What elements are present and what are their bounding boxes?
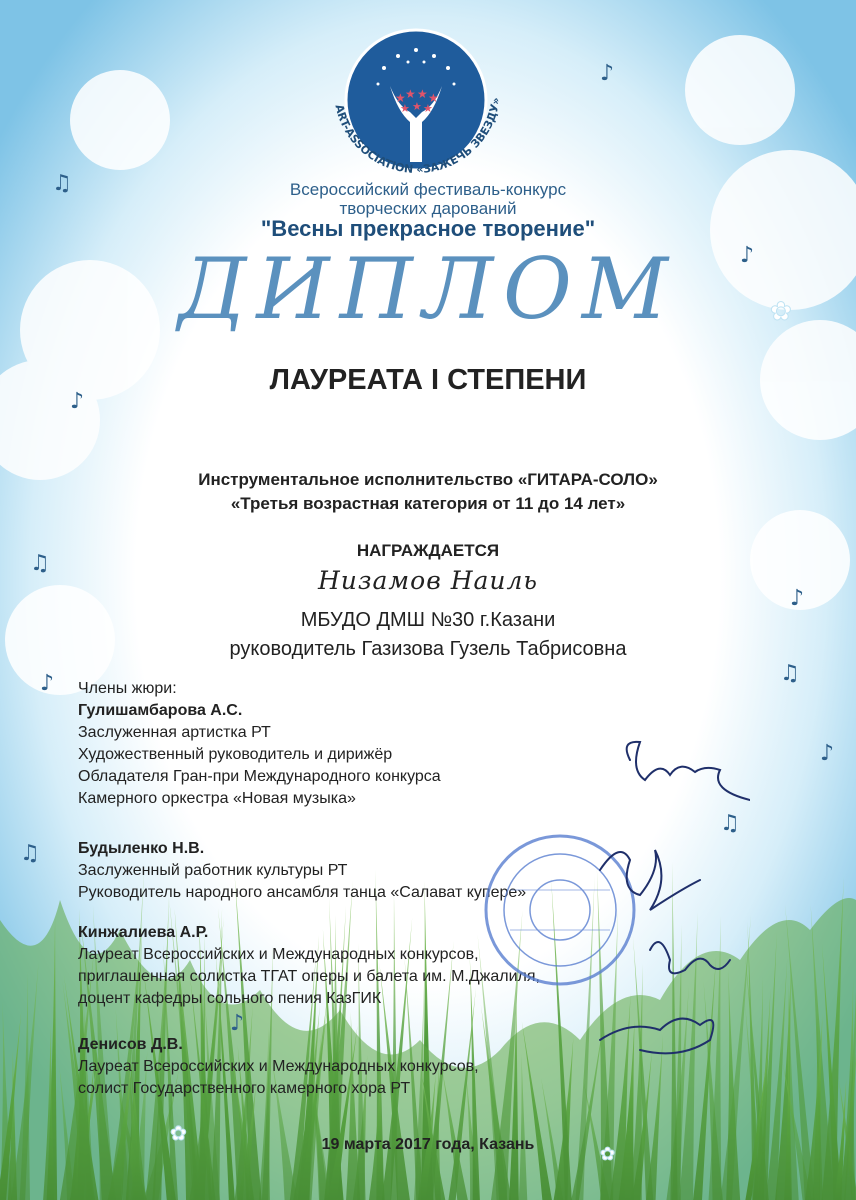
- svg-text:★: ★: [395, 91, 406, 105]
- school-name: МБУДО ДМШ №30 г.Казани: [300, 609, 556, 631]
- jury-member-title: Камерного оркестра «Новая музыка»: [78, 790, 356, 807]
- jury-member-title: Заслуженная артистка РТ: [78, 724, 271, 741]
- jury-member-title: приглашенная солистка ТГАТ оперы и балета им. М.Джалиля,: [78, 968, 540, 985]
- music-note-icon: ♫: [20, 841, 40, 866]
- music-note-icon: ♫: [720, 811, 740, 836]
- festival-title: "Весны прекрасное творение": [260, 216, 596, 241]
- jury-member-title: Руководитель народного ансамбля танца «Салават купере»: [78, 884, 527, 901]
- laureate-degree: ЛАУРЕАТА I СТЕПЕНИ: [269, 364, 587, 396]
- jury-member-name: Гулишамбарова А.С.: [78, 702, 243, 719]
- music-note-icon: ♪: [740, 243, 755, 268]
- festival-line-1: Всероссийский фестиваль-конкурс: [289, 180, 567, 199]
- jury-member: [78, 700, 638, 810]
- jury-member-name: Кинжалиева А.Р.: [78, 924, 209, 941]
- svg-text:ART-ASSOCIATION «ЗАЖЕЧЬ ЗВЕЗДУ: ART-ASSOCIATION «ЗАЖЕЧЬ ЗВЕЗДУ»: [332, 96, 503, 177]
- jury-member-title: солист Государственного камерного хора РТ: [78, 1080, 411, 1097]
- jury-label: Члены жюри:: [78, 680, 177, 697]
- jury-member-title: доцент кафедры сольного пения КазГИК: [78, 990, 382, 1007]
- music-note-icon: ♫: [52, 171, 72, 196]
- category-line-1: Инструментальное исполнительство «ГИТАРА-СОЛО»: [198, 470, 658, 489]
- svg-text:★: ★: [405, 87, 416, 101]
- signature-4: [600, 1019, 713, 1054]
- jury-member-title: Заслуженный работник культуры РТ: [78, 862, 348, 879]
- svg-text:★: ★: [428, 91, 439, 105]
- festival-line-2: творческих дарований: [339, 199, 517, 218]
- flower-icon: ✿: [770, 297, 792, 327]
- logo-arc-text: [322, 20, 512, 195]
- svg-text:★: ★: [423, 102, 433, 115]
- music-note-icon: ♫: [30, 551, 50, 576]
- jury-member-title: Лауреат Всероссийских и Международных конкурсов,: [78, 946, 479, 963]
- jury-member-name: Будыленко Н.В.: [78, 840, 205, 857]
- issue-date: 19 марта 2017 года, Казань: [321, 1136, 535, 1153]
- signature-3: [650, 942, 730, 973]
- music-note-icon: ♪: [40, 671, 55, 696]
- flower-icon: ✿: [600, 1144, 616, 1165]
- winner-name: Низамов Наиль: [317, 566, 539, 595]
- svg-text:★: ★: [412, 100, 422, 113]
- jury-member-name: Денисов Д.В.: [78, 1036, 183, 1053]
- svg-text:★: ★: [400, 102, 410, 115]
- jury-member-title: Художественный руководитель и дирижёр: [78, 746, 393, 763]
- category-line-2: «Третья возрастная категория от 11 до 14 лет»: [230, 494, 626, 513]
- jury-member-title: Обладателя Гран-при Международного конкурса: [78, 768, 441, 785]
- music-note-icon: ♪: [70, 389, 85, 414]
- music-note-icon: ♪: [600, 61, 615, 86]
- jury-signatures: [560, 720, 750, 1080]
- awarded-label: НАГРАЖДАЕТСЯ: [356, 541, 500, 560]
- svg-text:★: ★: [417, 87, 428, 101]
- signature-1: [627, 742, 750, 800]
- music-note-icon: ♪: [820, 741, 835, 766]
- signature-2: [600, 850, 700, 910]
- music-note-icon: ♪: [790, 586, 805, 611]
- diploma-heading: ДИПЛОМ: [178, 240, 678, 338]
- music-note-icon: ♫: [780, 661, 800, 686]
- flower-icon: ✿: [170, 1121, 187, 1145]
- teacher-name: руководитель Газизова Гузель Табрисовна: [229, 638, 627, 660]
- jury-member-title: Лауреат Всероссийских и Международных конкурсов,: [78, 1058, 479, 1075]
- music-note-icon: ♪: [230, 1011, 245, 1036]
- jury-member: [78, 1034, 638, 1100]
